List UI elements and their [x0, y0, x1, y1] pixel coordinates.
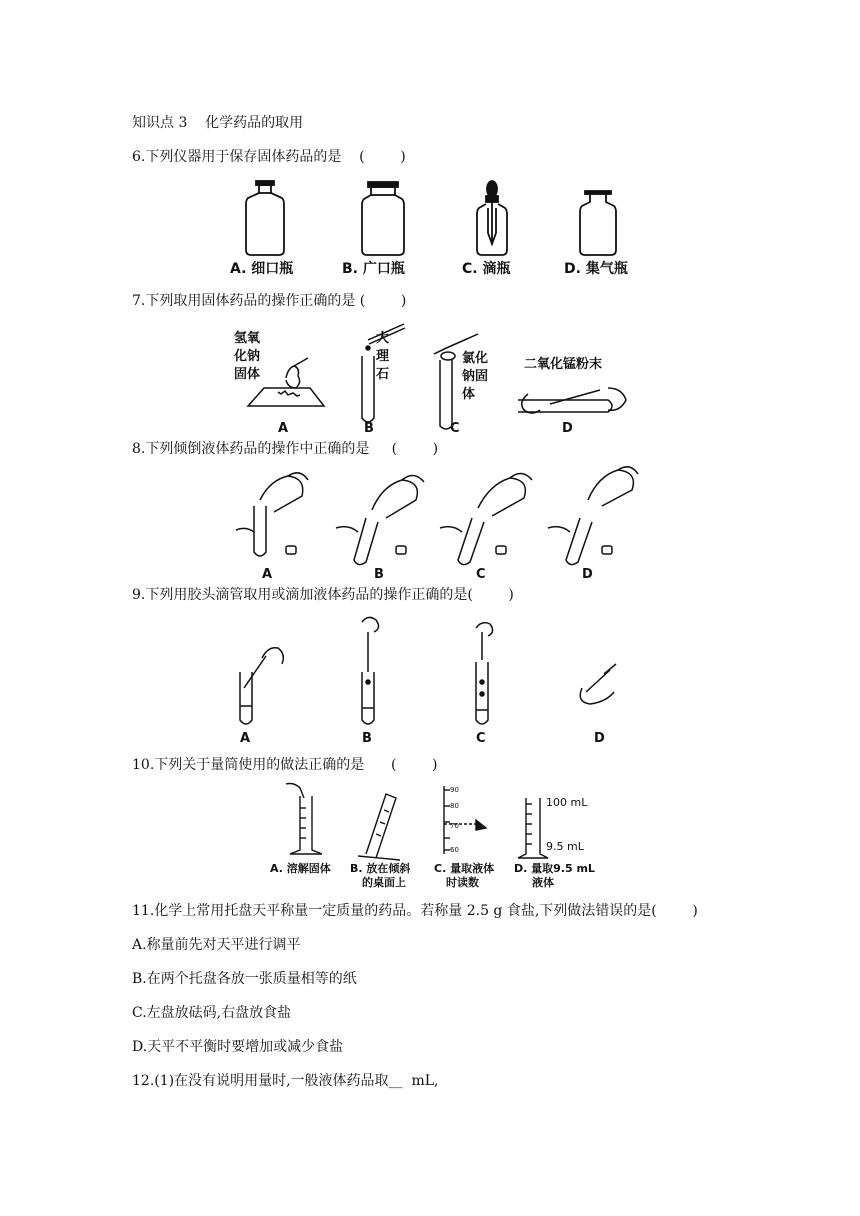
- option-d-label: D: [594, 731, 605, 746]
- label-naoh-3: 固体: [234, 367, 261, 382]
- question-10-figure: [264, 780, 604, 892]
- option-b-label: B. 广口瓶: [342, 261, 405, 277]
- scale-90: 90: [450, 786, 459, 794]
- question-11-choice-c: C.左盘放砝码,右盘放食盐: [132, 1005, 292, 1021]
- wide-mouth-bottle-icon: [362, 182, 404, 255]
- label-naoh-2: 化钠: [234, 349, 261, 364]
- dropper-bottle-icon: [477, 181, 507, 255]
- option-a-label: A: [278, 421, 289, 436]
- pouring-liquid-b-icon: [336, 475, 424, 564]
- option-c-label: C: [476, 731, 486, 746]
- option-b-label: B. 放在倾斜: [350, 862, 411, 875]
- option-d-label: D: [562, 421, 573, 436]
- measuring-cylinder-stirring-icon: [286, 784, 322, 855]
- dropper-inverted-d-icon: [580, 664, 616, 704]
- cylinder-9-5ml-icon: [518, 798, 548, 858]
- option-a-label: A. 细口瓶: [230, 261, 294, 277]
- question-6-stem: 6.下列仪器用于保存固体药品的是 ( ): [132, 149, 406, 165]
- option-a-label: A. 溶解固体: [270, 862, 331, 875]
- option-a-label: A: [262, 567, 273, 582]
- dropper-in-tube-a-icon: [240, 648, 283, 724]
- pouring-liquid-d-icon: [548, 467, 638, 565]
- label-naoh-1: 氢氧: [234, 331, 261, 346]
- section-title: 知识点 3 化学药品的取用: [132, 115, 304, 131]
- question-12-stem: 12.(1)在没有说明用量时,一般液体药品取__ mL,: [132, 1073, 439, 1089]
- cylinder-reading-icon: [444, 786, 486, 854]
- gas-collecting-bottle-icon: [580, 191, 616, 255]
- option-c-label: C: [476, 567, 486, 582]
- scale-80: 80: [450, 802, 459, 810]
- question-8-stem: 8.下列倾倒液体药品的操作中正确的是 ( ): [132, 441, 439, 457]
- question-11-choice-d: D.天平不平衡时要增加或减少食盐: [132, 1039, 344, 1055]
- horizontal-test-tube-icon: [518, 388, 626, 413]
- option-d-label: D. 量取9.5 mL: [514, 862, 595, 875]
- option-b-label: B: [374, 567, 384, 582]
- option-c-label: C. 量取液体: [434, 862, 495, 875]
- option-c-label: C. 滴瓶: [462, 261, 511, 277]
- label-marble-1: 大: [376, 331, 390, 346]
- question-11-stem: 11.化学上常用托盘天平称量一定质量的药品。若称量 2.5 g 食盐,下列做法错误的是( ): [132, 903, 698, 919]
- pouring-liquid-a-icon: [236, 473, 308, 556]
- option-b-label: B: [364, 421, 374, 436]
- option-d-label: D. 集气瓶: [564, 261, 628, 277]
- option-d-label: D: [582, 567, 593, 582]
- question-7-stem: 7.下列取用固体药品的操作正确的是 ( ): [132, 293, 407, 309]
- scale-100ml: 100 mL: [546, 796, 588, 809]
- question-9-stem: 9.下列用胶头滴管取用或滴加液体药品的操作正确的是( ): [132, 587, 514, 603]
- option-d-label-2: 液体: [532, 876, 554, 889]
- question-11-choice-b: B.在两个托盘各放一张质量相等的纸: [132, 971, 357, 987]
- scale-9-5ml: 9.5 mL: [546, 840, 584, 853]
- dropper-above-tube-c-icon: [476, 623, 493, 724]
- label-marble-2: 理: [376, 349, 390, 364]
- scale-70: 70: [450, 822, 459, 830]
- label-nacl-1: 氯化: [462, 351, 489, 366]
- label-mno2: 二氧化锰粉末: [524, 357, 603, 372]
- label-marble-3: 石: [376, 367, 390, 382]
- option-c-label-2: 时读数: [446, 876, 479, 889]
- narrow-mouth-bottle-icon: [246, 181, 284, 255]
- question-7-figure: [228, 318, 640, 436]
- scale-60: 60: [450, 846, 459, 854]
- option-b-label: B: [362, 731, 372, 746]
- dropper-in-tube-b-icon: [362, 617, 379, 724]
- option-c-label: C: [450, 421, 460, 436]
- option-a-label: A: [240, 731, 251, 746]
- label-nacl-2: 钠固: [462, 369, 489, 384]
- question-8-figure: [226, 460, 646, 584]
- hand-on-paper-icon: [248, 358, 324, 406]
- question-6-figure: [220, 178, 640, 280]
- pouring-liquid-c-icon: [440, 473, 532, 564]
- question-11-choice-a: A.称量前先对天平进行调平: [132, 937, 301, 953]
- question-9-figure: [226, 612, 646, 748]
- question-10-stem: 10.下列关于量筒使用的做法正确的是 ( ): [132, 757, 438, 773]
- tilted-cylinder-icon: [358, 794, 400, 860]
- option-b-label-2: 的桌面上: [362, 876, 406, 889]
- label-nacl-3: 体: [462, 387, 476, 402]
